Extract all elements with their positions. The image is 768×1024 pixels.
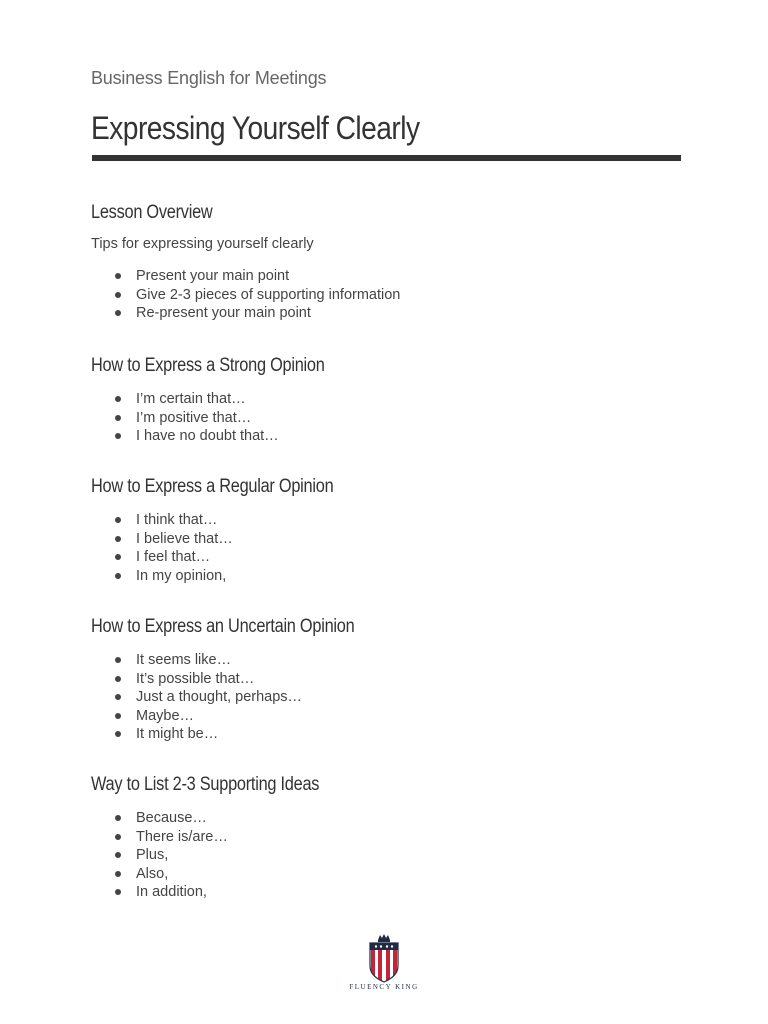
list-item-text: Maybe… [136,707,195,724]
list-item [91,809,681,828]
bullet-icon [115,834,121,840]
bullet-icon [115,573,121,579]
bullet-list [91,651,681,744]
list-item [91,409,681,428]
list-item [91,427,681,446]
section-heading: Lesson Overview [91,202,213,223]
list-item [91,865,681,884]
bullet-icon [115,433,121,439]
list-item [91,670,681,689]
bullet-icon [115,415,121,421]
bullet-icon [115,713,121,719]
list-item-text: Because… [136,810,207,826]
section-heading: How to Express an Uncertain Opinion [91,616,355,637]
list-item-text: Re-present your main point [136,305,311,322]
section-heading: Way to List 2-3 Supporting Ideas [91,774,320,795]
bullet-icon [115,517,121,523]
bullet-icon [115,273,121,279]
section-lesson-overview [91,201,681,323]
list-item [91,651,681,670]
list-item-text: I’m positive that… [136,409,252,426]
list-item-text: I feel that… [136,549,211,566]
bullet-list [91,390,681,446]
bullet-icon [115,396,121,402]
list-item-text: I think that… [136,512,218,528]
shield-logo-icon [345,932,423,984]
list-item [91,304,681,323]
document-subtitle: Business English for Meetings [91,68,327,88]
bullet-icon [115,889,121,895]
list-item [91,688,681,707]
list-item [91,511,681,530]
section-regular-opinion [91,475,681,585]
list-item [91,828,681,847]
list-item-text: I have no doubt that… [136,428,279,445]
list-item [91,725,681,744]
page-title: Expressing Yourself Clearly [91,110,420,146]
list-item-text: It seems like… [136,652,232,668]
list-item [91,846,681,865]
bullet-icon [115,871,121,877]
bullet-icon [115,676,121,682]
section-uncertain-opinion [91,615,681,744]
bullet-icon [115,694,121,700]
bullet-list [91,267,681,323]
list-item [91,530,681,549]
list-item-text: Give 2-3 pieces of supporting information [136,286,401,303]
list-item [91,567,681,586]
list-item-text: Also, [136,865,169,882]
list-item [91,548,681,567]
bullet-icon [115,657,121,663]
list-item-text: I believe that… [136,530,233,547]
footer-logo: FLUENCY KING [345,932,423,996]
list-item-text: Plus, [136,847,169,864]
section-strong-opinion [91,354,681,446]
section-heading: How to Express a Strong Opinion [91,355,325,376]
list-item-text: Just a thought, perhaps… [136,689,303,706]
bullet-icon [115,815,121,821]
bullet-icon [115,310,121,316]
list-item-text: Present your main point [136,268,290,284]
bullet-icon [115,554,121,560]
list-item-text: It’s possible that… [136,670,255,687]
list-item [91,390,681,409]
list-item [91,286,681,305]
list-item-text: In addition, [136,884,207,901]
list-item [91,267,681,286]
bullet-icon [115,536,121,542]
title-divider [92,155,681,161]
list-item [91,883,681,902]
bullet-icon [115,731,121,737]
bullet-list [91,511,681,585]
list-item-text: It might be… [136,726,219,743]
bullet-icon [115,292,121,298]
section-supporting-ideas [91,773,681,902]
list-item-text: I’m certain that… [136,391,246,407]
section-heading: How to Express a Regular Opinion [91,476,334,497]
list-item [91,707,681,726]
section-intro: Tips for expressing yourself clearly [91,236,314,252]
bullet-list [91,809,681,902]
bullet-icon [115,852,121,858]
list-item-text: In my opinion, [136,567,227,584]
list-item-text: There is/are… [136,828,228,845]
